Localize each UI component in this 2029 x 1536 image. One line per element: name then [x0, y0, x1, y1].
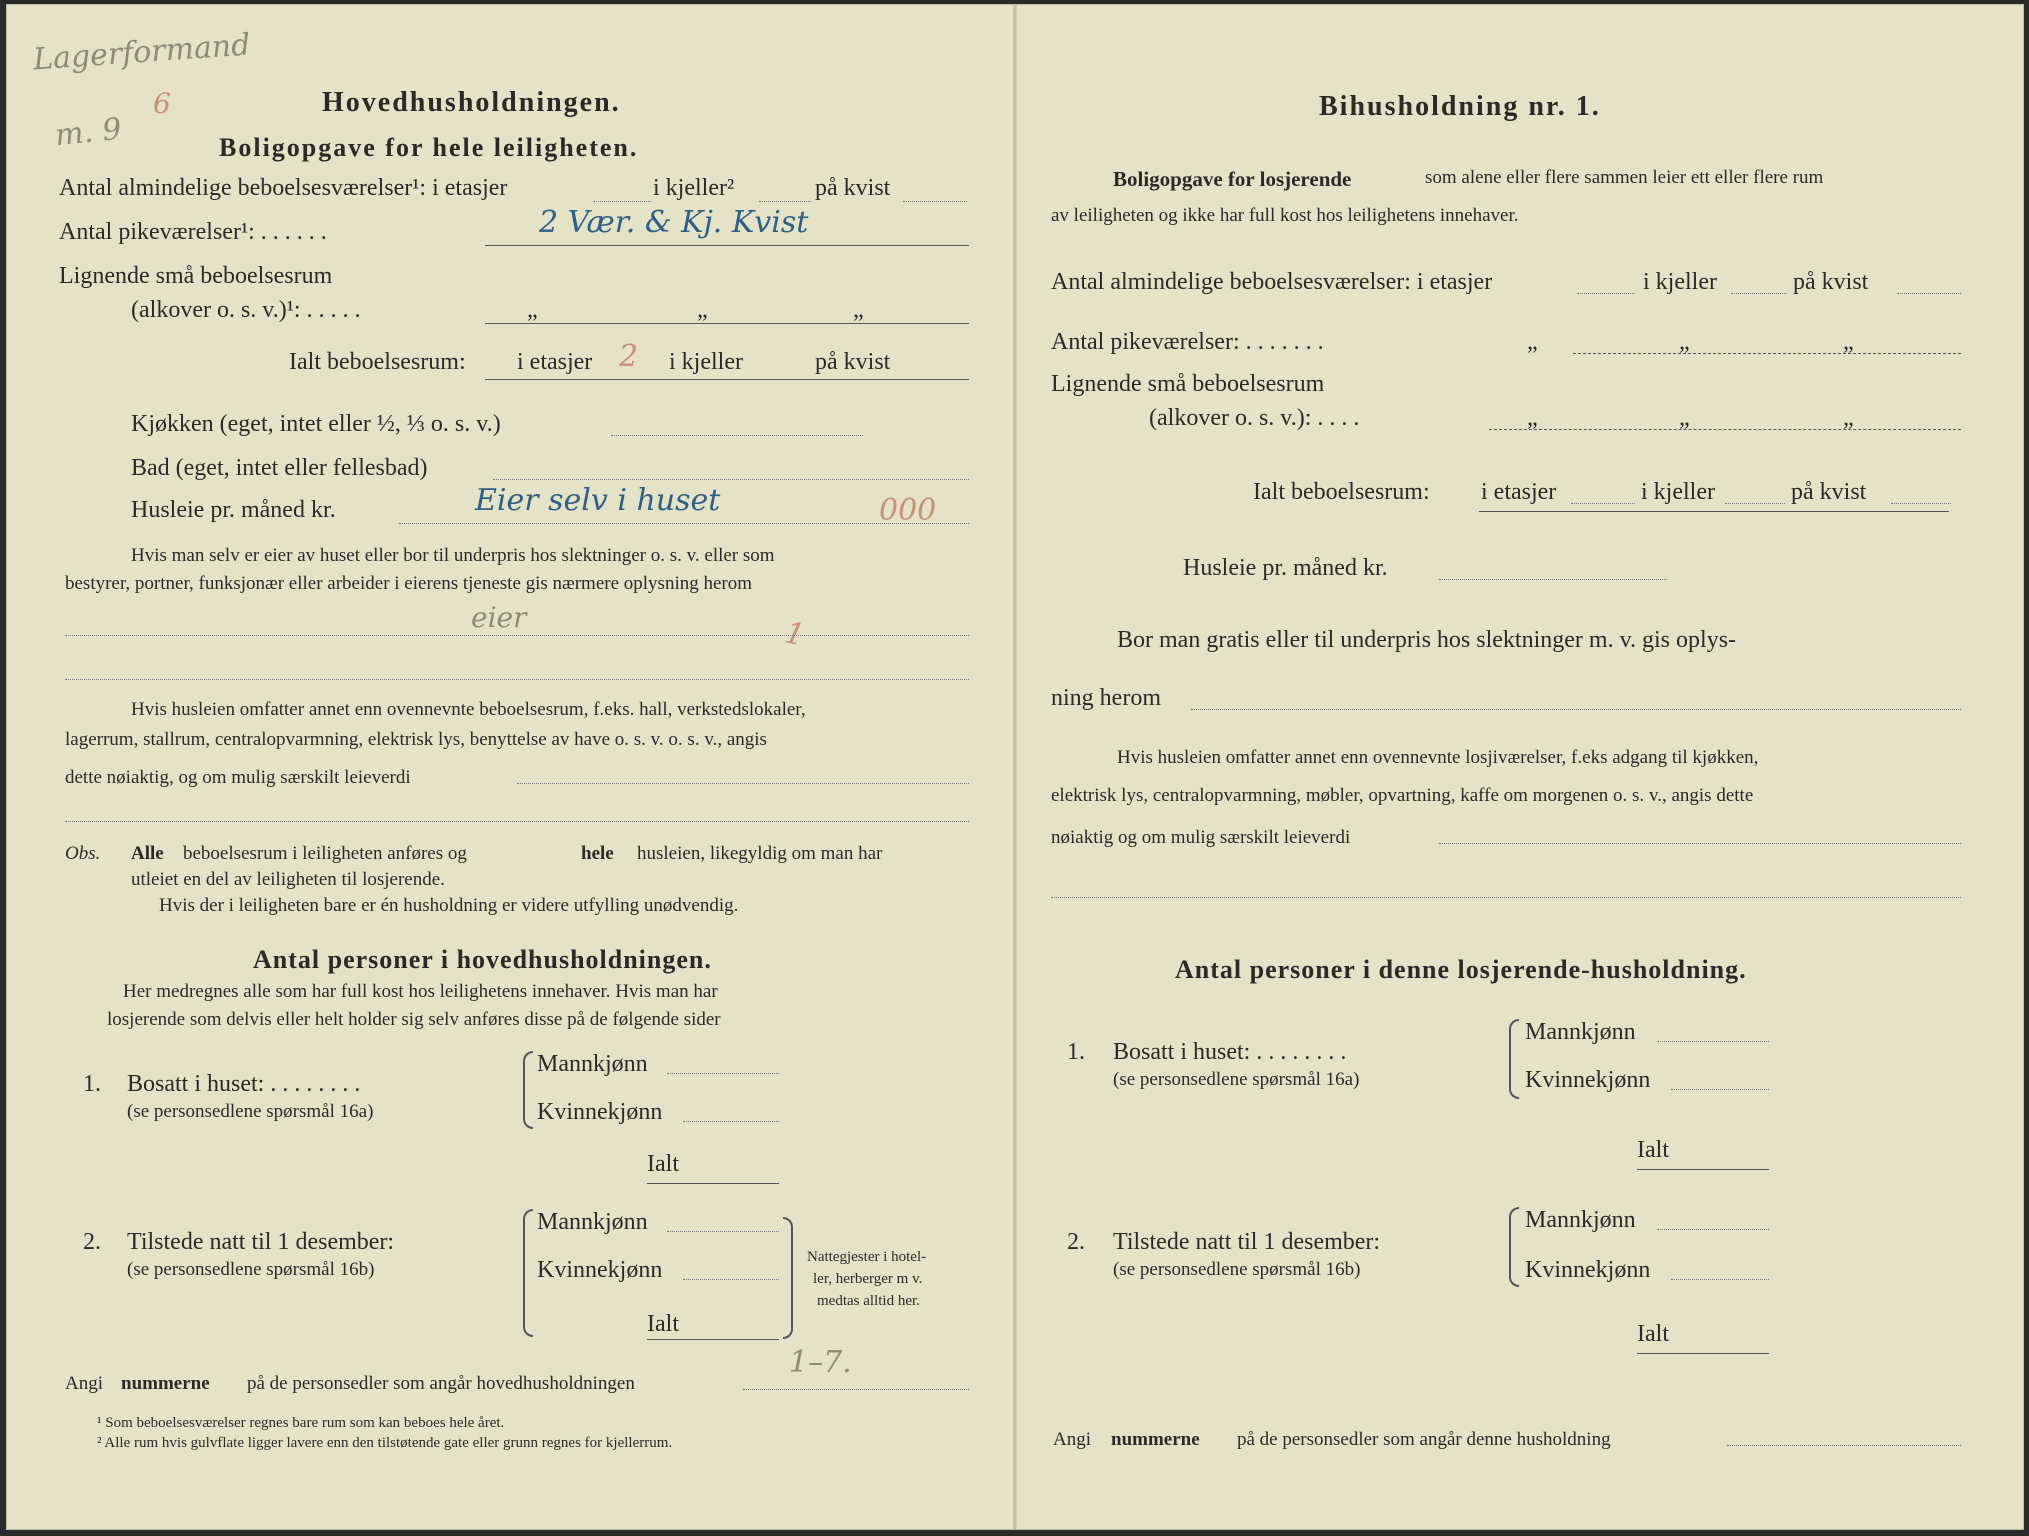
r-omfatter-text-2: elektrisk lys, centralopvarmning, møbler, opvartning, kaffe om morgenen o. s. v., angis dette: [1051, 785, 1754, 806]
r-rooms-kjeller-field[interactable]: [1731, 293, 1787, 294]
r-q1-number: 1.: [1067, 1039, 1085, 1065]
persons-text-1: Her medregnes alle som har full kost hos leilighetens innehaver. Hvis man har: [123, 981, 718, 1002]
r-q2-ialt-field[interactable]: [1637, 1353, 1769, 1354]
obs-text-1: beboelsesrum i leiligheten anføres og: [183, 843, 467, 864]
r-rooms-etasjer-field[interactable]: [1577, 293, 1635, 294]
rooms-kjeller-label: i kjeller²: [653, 175, 735, 201]
alkover-ditto-2: „: [697, 297, 708, 323]
census-form-sheet: [6, 4, 2024, 1530]
ialt-etasjer-label: i etasjer: [517, 349, 593, 375]
r-q2-kvinne-label: Kvinnekjønn: [1525, 1257, 1651, 1283]
q1-brace: [523, 1051, 533, 1129]
r-pike-ditto-1: „: [1527, 329, 1538, 355]
obs-text-2: husleien, likegyldig om man har: [637, 843, 883, 864]
r-q2-brace: [1509, 1207, 1519, 1287]
rooms-kvist-label: på kvist: [815, 175, 891, 201]
eier-handwritten-value: eier: [471, 601, 527, 634]
r-omfatter-text-3: nøiaktig og om mulig særskilt leieverdi: [1051, 827, 1351, 848]
q1-number: 1.: [83, 1071, 101, 1097]
q1-mann-field[interactable]: [667, 1073, 779, 1074]
r-q1-sub: (se personsedlene spørsmål 16a): [1113, 1069, 1360, 1090]
rooms-label: Antal almindelige beboelsesværelser¹: i etasjer: [59, 175, 508, 201]
q2-kvinne-label: Kvinnekjønn: [537, 1257, 663, 1283]
r-q1-kvinne-label: Kvinnekjønn: [1525, 1067, 1651, 1093]
kjokken-label: Kjøkken (eget, intet eller ½, ⅓ o. s. v.): [131, 411, 501, 437]
pike-handwritten-value: 2 Vær. & Kj. Kvist: [539, 205, 809, 240]
pike-field-line[interactable]: [485, 245, 969, 246]
ialt-field-line[interactable]: [485, 379, 969, 380]
q2-mann-field[interactable]: [667, 1231, 779, 1232]
alkover-label: (alkover o. s. v.)¹: . . . . .: [131, 297, 361, 323]
r-omfatter-field-1[interactable]: [1439, 843, 1961, 844]
rooms-etasjer-field[interactable]: [593, 201, 651, 202]
r-q1-label: Bosatt i huset: . . . . . . . .: [1113, 1039, 1347, 1065]
footnote-1: ¹ Som beboelsesværelser regnes bare rum som kan beboes hele året.: [97, 1415, 505, 1431]
obs-hele: hele: [581, 843, 614, 864]
r-q1-ialt-label: Ialt: [1637, 1137, 1669, 1163]
r-q1-kvinne-field[interactable]: [1671, 1089, 1769, 1090]
r-q2-kvinne-field[interactable]: [1671, 1279, 1769, 1280]
left-title: Hovedhusholdningen.: [322, 87, 621, 118]
persons-title: Antal personer i hovedhusholdningen.: [253, 945, 712, 974]
obs-alle: Alle: [131, 843, 164, 864]
q2-kvinne-field[interactable]: [683, 1279, 779, 1280]
r-angi-a: Angi: [1053, 1429, 1091, 1450]
r-pike-ditto-2: „: [1679, 329, 1690, 355]
r-q1-mann-label: Mannkjønn: [1525, 1019, 1636, 1045]
r-gratis-text-1: Bor man gratis eller til underpris hos slektninger m. v. gis oplys-: [1117, 627, 1737, 653]
eier-field-1[interactable]: [65, 635, 969, 636]
eier-text-1: Hvis man selv er eier av huset eller bor til underpris hos slektninger o. s. v. eller som: [131, 545, 775, 566]
q2-mann-label: Mannkjønn: [537, 1209, 648, 1235]
r-angi-text: på de personsedler som angår denne husholdning: [1237, 1429, 1611, 1450]
r-ialt-kjeller-field[interactable]: [1725, 503, 1785, 504]
r-q1-ialt-field[interactable]: [1637, 1169, 1769, 1170]
natt-note-3: medtas alltid her.: [817, 1293, 920, 1309]
r-pike-ditto-3: „: [1843, 329, 1854, 355]
omfatter-text-1: Hvis husleien omfatter annet enn ovennevnte beboelsesrum, f.eks. hall, verkstedslokaler,: [131, 699, 806, 720]
r-rooms-kvist-field[interactable]: [1897, 293, 1961, 294]
pike-label: Antal pikeværelser¹: . . . . . .: [59, 219, 327, 245]
rooms-kjeller-field[interactable]: [759, 201, 811, 202]
ialt-handwritten-value: 2: [619, 339, 639, 374]
r-ialt-etasjer-field[interactable]: [1571, 503, 1635, 504]
ialt-kvist-label: på kvist: [815, 349, 891, 375]
obs-label: Obs.: [65, 843, 101, 864]
r-husleie-field[interactable]: [1439, 579, 1667, 580]
margin-note: Lagerformand: [32, 27, 252, 78]
q2-ialt-field[interactable]: [647, 1339, 779, 1340]
eier-red-mark: 1: [781, 615, 808, 654]
lignende-label: Lignende små beboelsesrum: [59, 263, 333, 289]
r-gratis-field[interactable]: [1191, 709, 1961, 710]
rooms-kvist-field[interactable]: [903, 201, 967, 202]
q1-sub: (se personsedlene spørsmål 16a): [127, 1101, 374, 1122]
r-alkover-ditto-3: „: [1843, 405, 1854, 431]
r-husleie-label: Husleie pr. måned kr.: [1183, 555, 1388, 581]
ialt-kjeller-label: i kjeller: [669, 349, 743, 375]
r-rooms-kjeller-label: i kjeller: [1643, 269, 1717, 295]
omfatter-text-2: lagerrum, stallrum, centralopvarmning, elektrisk lys, benyttelse av have o. s. v. o. s. v., angis: [65, 729, 767, 750]
omfatter-field-2[interactable]: [65, 821, 969, 822]
eier-field-2[interactable]: [65, 679, 969, 680]
r-alkover-ditto-2: „: [1679, 405, 1690, 431]
husleie-red-mark: 000: [879, 493, 937, 528]
intro-bold: Boligopgave for losjerende: [1113, 167, 1352, 191]
bad-field[interactable]: [493, 479, 969, 480]
q1-ialt-field[interactable]: [647, 1183, 779, 1184]
r-angi-field[interactable]: [1727, 1445, 1961, 1446]
ialt-label: Ialt beboelsesrum:: [289, 349, 466, 375]
r-gratis-text-2: ning herom: [1051, 685, 1161, 711]
r-ialt-kvist-field[interactable]: [1891, 503, 1951, 504]
r-angi-nummerne: nummerne: [1111, 1429, 1200, 1450]
left-subtitle: Boligopgave for hele leiligheten.: [219, 133, 639, 162]
alkover-ditto-3: „: [853, 297, 864, 323]
r-persons-title: Antal personer i denne losjerende-husholdning.: [1175, 955, 1747, 984]
bad-label: Bad (eget, intet eller fellesbad): [131, 455, 428, 481]
r-q1-mann-field[interactable]: [1657, 1041, 1769, 1042]
r-pike-field[interactable]: [1573, 353, 1961, 354]
kjokken-field[interactable]: [611, 435, 863, 436]
persons-text-2: losjerende som delvis eller helt holder sig selv anføres disse på de følgende sider: [107, 1009, 721, 1030]
margin-ref-number: 6: [153, 87, 171, 120]
obs-text-4: Hvis der i leiligheten bare er én husholdning er videre utfylling unødvendig.: [159, 895, 739, 916]
r-q2-mann-field[interactable]: [1657, 1229, 1769, 1230]
natt-note-2: ler, herberger m v.: [813, 1271, 923, 1287]
intro-text-1: som alene eller flere sammen leier ett eller flere rum: [1425, 167, 1824, 188]
q2-label: Tilstede natt til 1 desember:: [127, 1229, 395, 1255]
q2-sub: (se personsedlene spørsmål 16b): [127, 1259, 375, 1280]
r-omfatter-text-1: Hvis husleien omfatter annet enn ovennevnte losjiværelser, f.eks adgang til kjøkken,: [1117, 747, 1759, 768]
footnote-2: ² Alle rum hvis gulvflate ligger lavere enn den tilstøtende gate eller grunn regnes for kjellerrum.: [97, 1435, 673, 1451]
r-rooms-kvist-label: på kvist: [1793, 269, 1869, 295]
eier-text-2: bestyrer, portner, funksjonær eller arbeider i eierens tjeneste gis nærmere oplysning herom: [65, 573, 753, 594]
alkover-field-line[interactable]: [485, 323, 969, 324]
husleie-handwritten-value: Eier selv i huset: [475, 483, 721, 518]
r-alkover-ditto-1: „: [1527, 405, 1538, 431]
r-ialt-label: Ialt beboelsesrum:: [1253, 479, 1430, 505]
r-ialt-etasjer-label: i etasjer: [1481, 479, 1557, 505]
angi-field[interactable]: [743, 1389, 969, 1390]
alkover-ditto-1: „: [527, 297, 538, 323]
r-pike-label: Antal pikeværelser: . . . . . . .: [1051, 329, 1324, 355]
r-alkover-label: (alkover o. s. v.): . . . .: [1149, 405, 1360, 431]
husleie-label: Husleie pr. måned kr.: [131, 497, 336, 523]
q1-ialt-label: Ialt: [647, 1151, 679, 1177]
q1-label: Bosatt i huset: . . . . . . . .: [127, 1071, 361, 1097]
r-ialt-kjeller-label: i kjeller: [1641, 479, 1715, 505]
q2-number: 2.: [83, 1229, 101, 1255]
angi-handwritten-value: 1–7.: [789, 1345, 852, 1380]
intro-text-2: av leiligheten og ikke har full kost hos leilighetens innehaver.: [1051, 205, 1519, 226]
angi-a: Angi: [65, 1373, 103, 1394]
r-q2-mann-label: Mannkjønn: [1525, 1207, 1636, 1233]
page-fold: [1013, 5, 1017, 1529]
q2-brace: [523, 1209, 533, 1337]
r-q2-label: Tilstede natt til 1 desember:: [1113, 1229, 1381, 1255]
natt-note-1: Nattegjester i hotel-: [807, 1249, 927, 1265]
r-q2-sub: (se personsedlene spørsmål 16b): [1113, 1259, 1361, 1280]
r-omfatter-field-2[interactable]: [1051, 897, 1961, 898]
angi-nummerne: nummerne: [121, 1373, 210, 1394]
r-lignende-label: Lignende små beboelsesrum: [1051, 371, 1325, 397]
omfatter-text-3: dette nøiaktig, og om mulig særskilt leieverdi: [65, 767, 411, 788]
q1-mann-label: Mannkjønn: [537, 1051, 648, 1077]
r-alkover-field[interactable]: [1489, 429, 1961, 430]
q2-right-brace: [783, 1217, 793, 1339]
q1-kvinne-field[interactable]: [683, 1121, 779, 1122]
margin-ref: m. 9: [53, 111, 124, 154]
r-ialt-kvist-label: på kvist: [1791, 479, 1867, 505]
angi-text: på de personsedler som angår hovedhusholdningen: [247, 1373, 635, 1394]
q1-kvinne-label: Kvinnekjønn: [537, 1099, 663, 1125]
r-q2-number: 2.: [1067, 1229, 1085, 1255]
husleie-field[interactable]: [399, 523, 969, 524]
r-q2-ialt-label: Ialt: [1637, 1321, 1669, 1347]
r-rooms-label: Antal almindelige beboelsesværelser: i etasjer: [1051, 269, 1493, 295]
right-title: Bihusholdning nr. 1.: [1319, 91, 1601, 122]
obs-text-3: utleiet en del av leiligheten til losjerende.: [131, 869, 445, 890]
r-ialt-underline: [1479, 511, 1949, 512]
q2-ialt-label: Ialt: [647, 1311, 679, 1337]
r-q1-brace: [1509, 1019, 1519, 1099]
omfatter-field-1[interactable]: [517, 783, 969, 784]
